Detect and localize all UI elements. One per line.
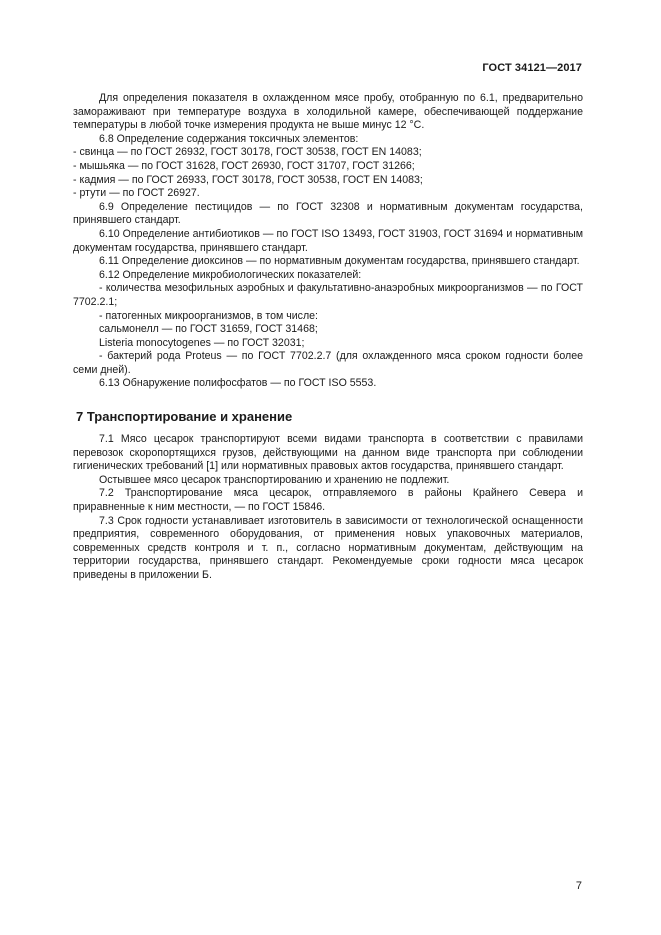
paragraph-6-8: 6.8 Определение содержания токсичных элементов: xyxy=(99,132,359,145)
paragraph-freezing-intro: Для определения показателя в охлажденном мясе пробу, отобранную по 6.1, предварительно замораживают при температуре воздуха в холодильной камере, обеспечивающей поддержание температуры в любой точке измерения продукта не выше минус 12 °С. xyxy=(73,92,583,132)
list-item: - кадмия — по ГОСТ 26933, ГОСТ 30178, ГОСТ 30538, ГОСТ EN 14083; xyxy=(73,173,423,186)
section-7-heading: 7 Транспортирование и хранение xyxy=(76,409,293,425)
list-item: - ртути — по ГОСТ 26927. xyxy=(73,187,200,200)
paragraph-6-9: 6.9 Определение пестицидов — по ГОСТ 32308 и нормативным документам государства, принявшего стандарт. xyxy=(73,200,583,227)
list-item: Listeria monocytogenes — по ГОСТ 32031; xyxy=(99,336,305,349)
page-body xyxy=(73,92,583,583)
paragraph-7-1: 7.1 Мясо цесарок транспортируют всеми видами транспорта в соответствии с правилами перевозок скоропортящихся грузов, действующими на данном виде транспорта при соблюдении гигиенических требований [1] или нормативных правовых актов государства, принявшего стандарт. xyxy=(73,433,583,473)
list-item: - свинца — по ГОСТ 26932, ГОСТ 30178, ГОСТ 30538, ГОСТ EN 14083; xyxy=(73,146,422,159)
paragraph-7-1-note: Остывшее мясо цесарок транспортированию и хранению не подлежит. xyxy=(99,473,450,486)
paragraph-7-3: 7.3 Срок годности устанавливает изготовитель в зависимости от технологической оснащенности предприятия, современного оборудования, от применения новых упаковочных материалов, современных средств контроля и т. п., согласно нормативным документам, действующим на территории государства, принявшего стандарт. Рекомендуемые сроки годности мяса цесарок приведены в приложении Б. xyxy=(73,514,583,581)
list-item: - бактерий рода Proteus — по ГОСТ 7702.2.7 (для охлажденного мяса сроком годности более семи дней). xyxy=(73,350,583,376)
paragraph-7-2: 7.2 Транспортирование мяса цесарок, отправляемого в районы Крайнего Севера и приравненные к ним местности, — по ГОСТ 15846. xyxy=(73,487,583,514)
paragraph-6-12: 6.12 Определение микробиологических показателей: xyxy=(99,268,362,281)
list-item: - количества мезофильных аэробных и факультативно-анаэробных микроорганизмов — по ГОСТ 7702.2.1; xyxy=(73,282,583,308)
page-number: 7 xyxy=(575,880,582,892)
list-item: - патогенных микроорганизмов, в том числе: xyxy=(99,309,318,322)
paragraph-6-13: 6.13 Обнаружение полифосфатов — по ГОСТ ISO 5553. xyxy=(99,377,377,390)
list-item: - мышьяка — по ГОСТ 31628, ГОСТ 26930, ГОСТ 31707, ГОСТ 31266; xyxy=(73,159,415,172)
paragraph-6-11: 6.11 Определение диоксинов — по нормативным документам государства, принявшего стандарт. xyxy=(99,255,580,268)
document-code: ГОСТ 34121—2017 xyxy=(482,62,582,74)
list-item: сальмонелл — по ГОСТ 31659, ГОСТ 31468; xyxy=(99,323,318,336)
paragraph-6-10: 6.10 Определение антибиотиков — по ГОСТ ISO 13493, ГОСТ 31903, ГОСТ 31694 и нормативным документам государства, принявшего стандарт. xyxy=(73,227,583,254)
